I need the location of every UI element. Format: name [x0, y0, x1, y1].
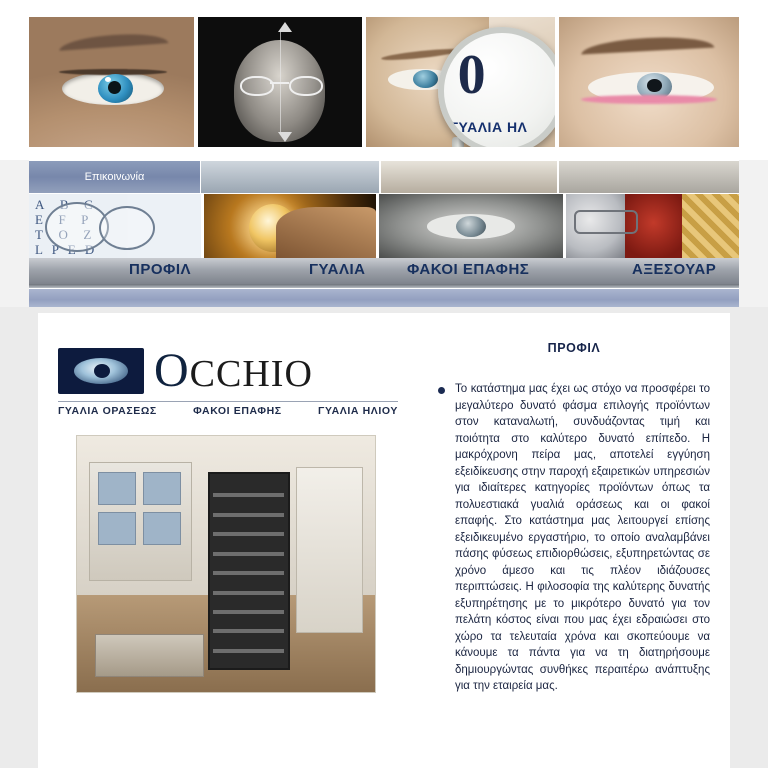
content-area: [38, 313, 730, 768]
brand-wordmark: [154, 344, 313, 397]
nav-item-axesouar[interactable]: ΑΞΕΣΟΥΑΡ: [632, 261, 717, 278]
banner-strip: [0, 0, 768, 160]
store-interior-photo: [76, 435, 376, 693]
thumbnail-row: [29, 194, 739, 258]
ophthalmoscope-thumb[interactable]: [204, 194, 376, 258]
top-thumb-3: [559, 161, 739, 193]
eye-logo-icon: [58, 348, 144, 394]
eye-chart-thumb[interactable]: A B C E F P T O Z L P E D: [29, 194, 201, 258]
profile-text-column: [438, 341, 710, 695]
bullet-icon: [438, 387, 445, 394]
brand-logo[interactable]: [58, 344, 408, 417]
nav-item-gyalia[interactable]: ΓΥΑΛΙΑ: [309, 261, 366, 278]
nav-item-profil[interactable]: ΠΡΟΦΙΛ: [129, 261, 191, 278]
accessories-thumb[interactable]: [566, 194, 739, 258]
eyeglass-frame-icon: [574, 210, 638, 234]
magnifier-eye-photo: [366, 17, 556, 147]
magnifier-lens: [438, 27, 556, 147]
left-gutter: [0, 307, 38, 768]
banner-bottom-spacer: [29, 147, 739, 161]
navbar-shadow: [29, 284, 739, 288]
eye-closeup-thumb[interactable]: [379, 194, 563, 258]
brand-initial: O: [154, 344, 190, 397]
contact-button[interactable]: [29, 161, 200, 193]
bw-face-glasses-photo: [198, 17, 362, 147]
tagline-item-2: ΦΑΚΟΙ ΕΠΑΦΗΣ: [193, 405, 282, 417]
banner-image-row: [29, 17, 739, 147]
magnifier-number: 0: [457, 44, 486, 107]
profile-paragraph: Το κατάστημα μας έχει ως στόχο να προσφέρει το μεγαλύτερο δυνατό φάσμα επιλογής προϊόντων στον καταναλωτή, συνδυάζοντας τιμή και ποιότητα στο καλύτερο δυνατό επίπεδο. Η μακρόχρονη πείρα μας, αποτελεί εγγύηση εξειδίκευσης στην παροχή εξαιρετικών υπηρεσιών για ιδιαίτερες κατηγορίες προϊόντων όπως τα πολυεστιακά γυαλιά οράσεως και οι φακοί επαφής. Στο κατάστημα μας λειτουργεί επίσης εξειδικευμένο εργαστήριο, το οποίο αναλαμβάνει πάσης φύσεως επιδιορθώσεις, εξυπηρετώντας σε χρόνο άμεσο και τις πλέον ιδιάζουσες περιπτώσεις. Η φιλοσοφία της καλύτερης δυνατής εξυπηρέτησης με το μικρότερο δυνατό για τον πελάτη κόστος είναι που μας έχει εδραιώσει στο χώρο τα τελευταία χρόνα και σκοπεύουμε να κάνουμε τα πάντα για να τη διατηρήσουμε δημιουργώντας συνθήκες περαιτέρω ανάπτυξης για την εταιρεία μας.: [455, 383, 710, 692]
brand-rest: CCHIO: [189, 353, 313, 395]
main-navigation: [29, 258, 739, 284]
tagline-item-1: ΓΥΑΛΙΑ ΟΡΑΣΕΩΣ: [58, 405, 157, 417]
tagline-item-3: ΓΥΑΛΙΑ ΗΛΙΟΥ: [318, 405, 398, 417]
top-thumb-2: [381, 161, 557, 193]
right-gutter: [730, 307, 768, 768]
lens-circle-icon: [99, 206, 155, 250]
top-thumb-1: [201, 161, 379, 193]
blue-eye-photo: [29, 17, 194, 147]
nav-item-fakoi-epafis[interactable]: ΦΑΚΟΙ ΕΠΑΦΗΣ: [407, 261, 530, 278]
contact-label: Επικοινωνία: [84, 171, 145, 183]
top-thumb-strip: [201, 161, 739, 193]
gray-eye-photo: [559, 17, 739, 147]
brand-tagline: [58, 401, 398, 417]
blue-separator-bar: [29, 289, 739, 307]
magnifier-caption: ΓΥΑΛΙΑ ΗΛ: [449, 119, 528, 136]
page-title: ΠΡΟΦΙΛ: [547, 341, 601, 355]
